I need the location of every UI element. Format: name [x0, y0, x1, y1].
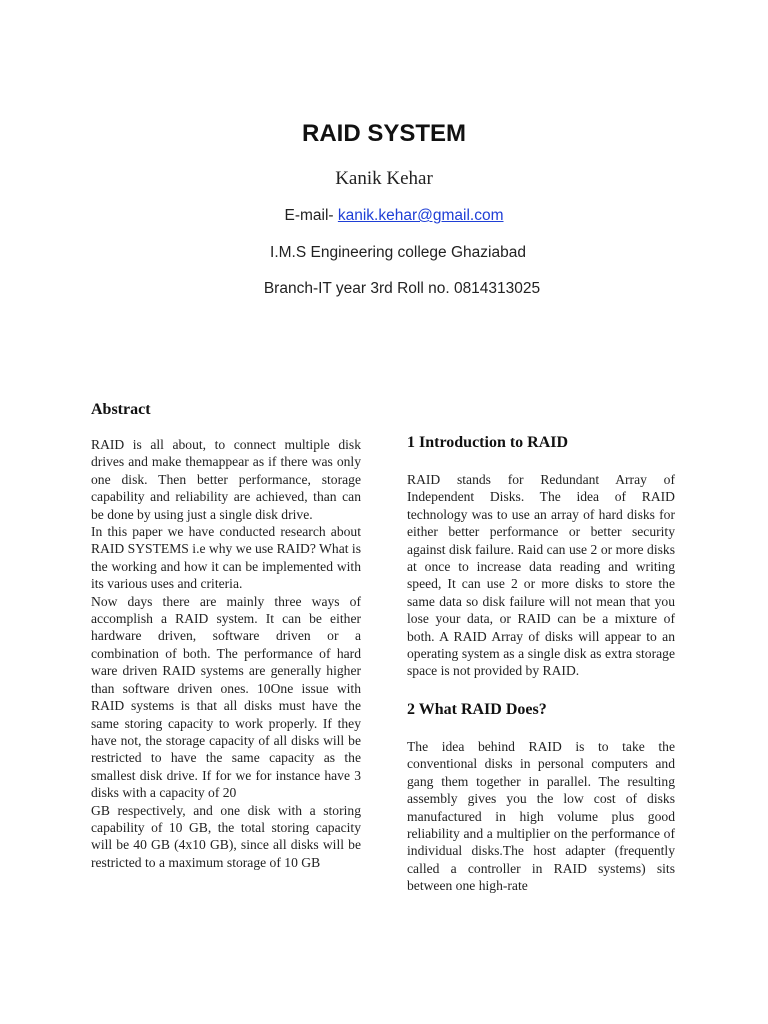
right-column: [407, 433, 675, 895]
paper-title: RAID SYSTEM: [301, 120, 466, 147]
section2-heading: 2 What RAID Does?: [407, 700, 547, 718]
author-name: Kanik Kehar: [335, 168, 433, 189]
email-line: [0, 207, 768, 225]
abstract-paragraph: RAID is all about, to connect multiple disk drives and make themappear as if there was only one disk. Then better performance, storage capability and reliability are achieved, than can be done by using just a single disk drive.: [91, 437, 361, 522]
email-label: E-mail-: [284, 207, 338, 224]
intro-heading: 1 Introduction to RAID: [407, 434, 569, 451]
abstract-heading: Abstract: [91, 401, 151, 418]
abstract-paragraph: GB respectively, and one disk with a storing capability of 10 GB, the total storing capacity will be 40 GB (4x10 GB), since all disks will be restricted to a maximum storage of 10 GB: [91, 802, 361, 870]
email-link[interactable]: kanik.kehar@gmail.com: [337, 207, 504, 224]
abstract-body: [91, 436, 361, 871]
college-name: I.M.S Engineering college Ghaziabad: [270, 244, 526, 261]
section2-body: The idea behind RAID is to take the conventional disks in personal computers and gang them together in parallel. The resulting assembly gives you the low cost of disks manufactured in high volume plus good reliability and a multiplier on the performance of individual disks.The host adapter (frequently called a controller in RAID systems) sits between one high-rate: [407, 738, 675, 894]
intro-body: RAID stands for Redundant Array of Independent Disks. The idea of RAID technology was to use an array of hard disks for either better performance or better security against disk failure. Raid can use 2 or more disks at once to increase data reading and writing speed, It can use 2 or more disks to store the same data so disk failure will not mean that you lose your data, or RAID can be a mixture of both. A RAID Array of disks will appear to an operating system as a single disk as extra storage space is not provided by RAID.: [407, 472, 675, 679]
branch-roll: Branch-IT year 3rd Roll no. 0814313025: [263, 280, 541, 297]
left-column: [91, 400, 361, 871]
abstract-paragraph: In this paper we have conducted research about RAID SYSTEMS i.e why we use RAID? What is the working and how it can be implemented with its various uses and criteria.: [91, 524, 361, 592]
abstract-paragraph: Now days there are mainly three ways of accomplish a RAID system. It can be either hardware driven, software driven or a combination of both. The performance of hard ware driven RAID systems are generally higher than software driven ones. 10One issue with RAID systems is that all disks must have the same storing capacity to work properly. If they have not, the storage capacity of all disks will be restricted to have the same capacity as the smallest disk drive. If for we for instance have 3 disks with a capacity of 20: [91, 593, 361, 801]
